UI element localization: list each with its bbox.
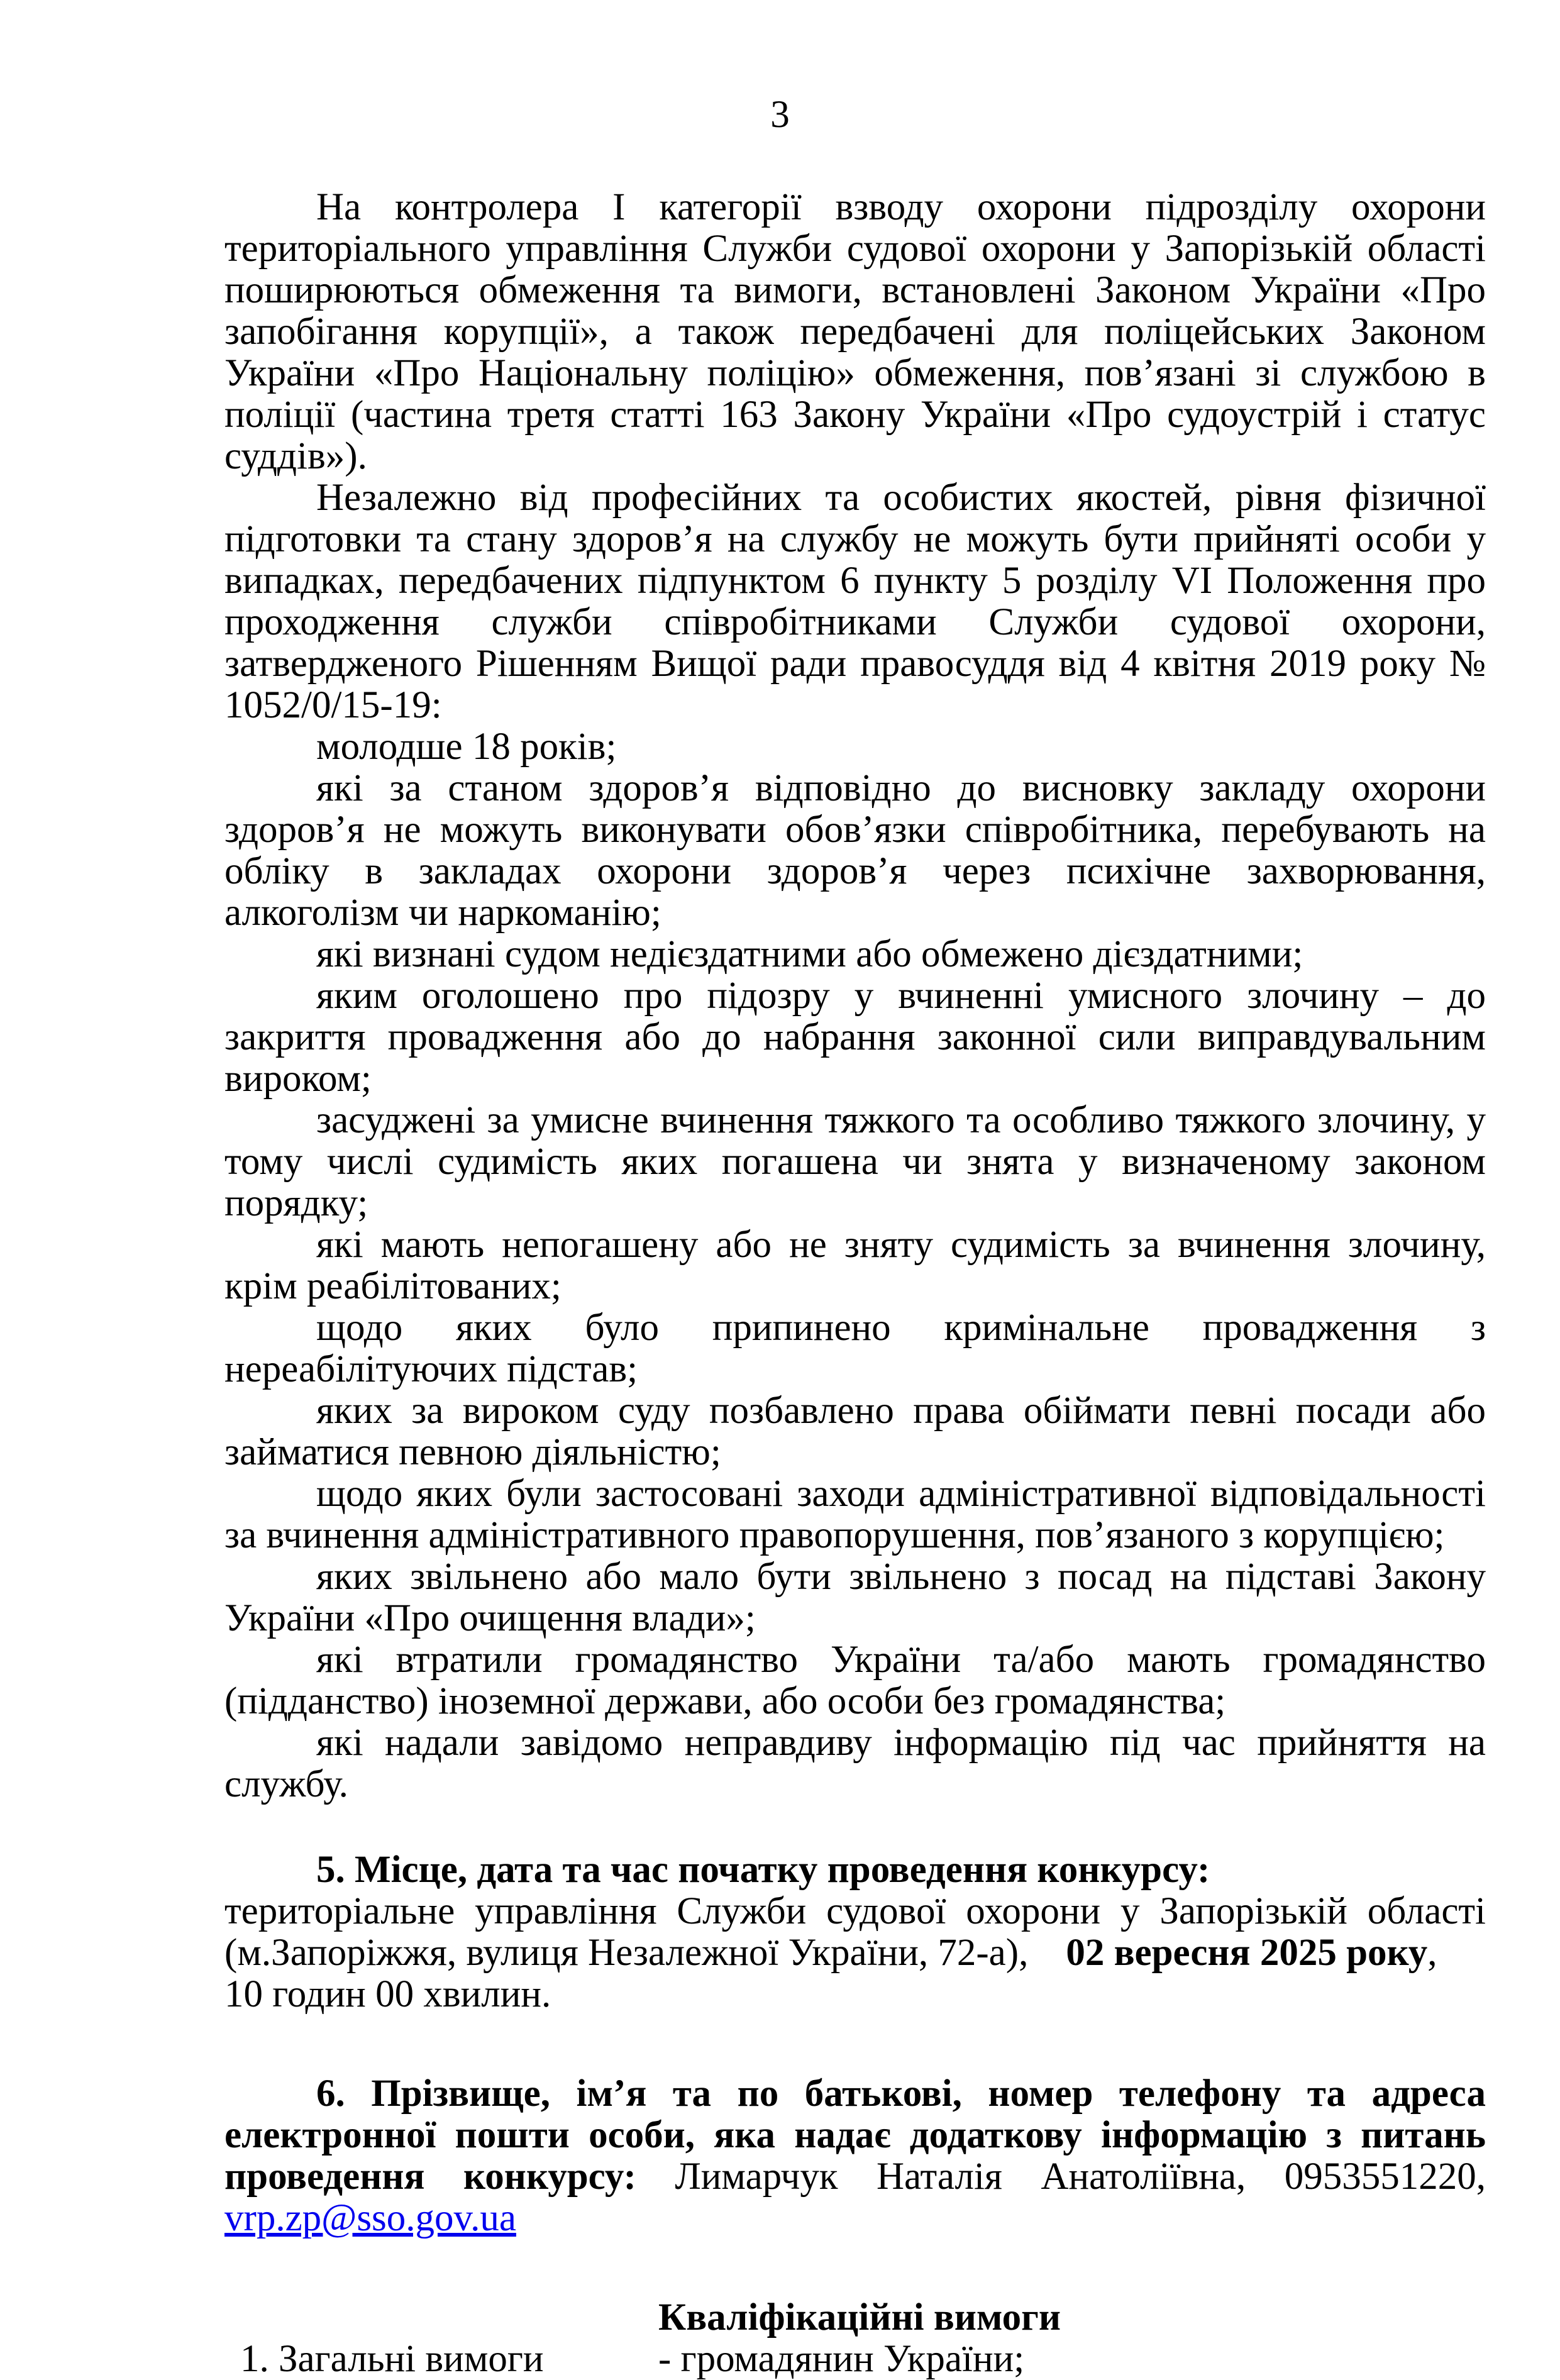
restriction-item: щодо яких були застосовані заходи адміністративної відповідальності за вчинення адміністративного правопорушення, пов’язаного з корупцією; [224,1473,1486,1556]
page-number: 3 [770,94,790,136]
email-link[interactable]: vrp.zp@sso.gov.ua [224,2197,516,2239]
restriction-item: молодше 18 років; [316,726,617,768]
contact-person: Лимарчук Наталія Анатоліївна, 0953551220, [675,2156,1486,2198]
section-5-heading: 5. Місце, дата та час початку проведення конкурсу: [316,1849,1210,1891]
restriction-item: які втратили громадянство України та/або мають громадянство (підданство) іноземної держави, або особи без громадянства; [224,1639,1486,1722]
qualifications-title: Кваліфікаційні вимоги [658,2296,1061,2338]
restriction-item: які визнані судом недієздатними або обмежено дієздатними; [316,933,1303,975]
competition-time: 10 годин 00 хвилин. [224,1973,551,2015]
restriction-item: яких за вироком суду позбавлено права обіймати певні посади або займатися певною діяльністю; [224,1390,1486,1473]
restriction-item: які надали завідомо неправдиву інформацію під час прийняття на службу. [224,1722,1486,1805]
restriction-item: яким оголошено про підозру у вчиненні умисного злочину – до закриття провадження або до набрання законної сили виправдувальним вироком; [224,975,1486,1100]
section-5-text: територіальне управління Служби судової охорони у Запорізькій області (м.Запоріжжя, вулиця Незалежної України, 72-а), [224,1890,1486,1974]
document-body [224,187,1486,2380]
restriction-item: щодо яких було припинено кримінальне провадження з нереабілітуючих підстав; [224,1307,1486,1390]
qualification-row [224,2338,1486,2380]
paragraph-restrictions-intro: На контролера І категорії взводу охорони підрозділу охорони територіального управління Служби судової охорони у Запорізькій області поширюються обмеження та вимоги, встановлені Законом України «Про запобігання корупції», а також передбачені для поліцейських Законом України «Про Національну поліцію» обмеження, пов’язані зі службою в поліції (частина третя статті 163 Закону України «Про судоустрій і статус суддів»). [224,186,1486,477]
qualification-label: 1. Загальні вимоги [240,2338,544,2380]
restriction-item: засуджені за умисне вчинення тяжкого та особливо тяжкого злочину, у тому числі судимість яких погашена чи знята у визначеному законом порядку; [224,1099,1486,1224]
paragraph-ineligible-persons: Незалежно від професійних та особистих якостей, рівня фізичної підготовки та стану здоров’я на службу не можуть бути прийняті особи у випадках, передбачених підпунктом 6 пункту 5 розділу VI Положення про проходження служби співробітниками Служби судової охорони, затвердженого Рішенням Вищої ради правосуддя від 4 квітня 2019 року № 1052/0/15-19: [224,477,1486,726]
qualification-value: - громадянин України; [658,2338,1025,2380]
restriction-item: які за станом здоров’я відповідно до висновку закладу охорони здоров’я не можуть виконувати обов’язки співробітника, перебувають на обліку в закладах охорони здоров’я через психічне захворювання, алкоголізм чи наркоманію; [224,767,1486,934]
restriction-item: які мають непогашену або не зняту судимість за вчинення злочину, крім реабілітованих; [224,1224,1486,1307]
restriction-item: яких звільнено або мало бути звільнено з посад на підставі Закону України «Про очищення влади»; [224,1556,1486,1639]
date-comma: , [1427,1932,1437,1974]
section-6 [224,2073,1486,2239]
section-5-place [224,1891,1486,1974]
section-6-heading: 6. Прізвище, ім’я та по батькові, номер телефону та адреса електронної пошти особи, яка надає додаткову інформацію з питань проведення конкурсу: [224,2073,1486,2198]
competition-date: 02 вересня 2025 року [1066,1932,1428,1974]
